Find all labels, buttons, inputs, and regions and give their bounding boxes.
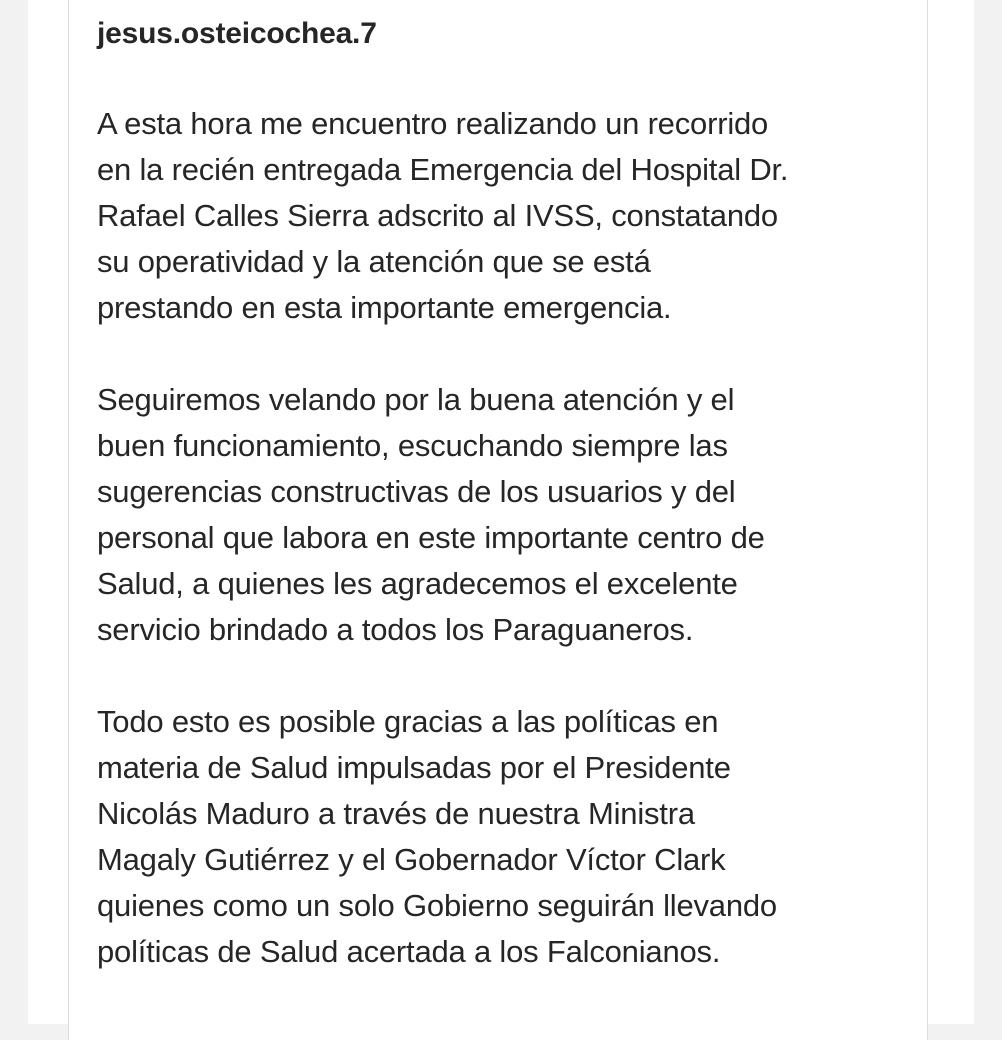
post-caption (97, 12, 917, 975)
post-caption-card (68, 0, 928, 1040)
caption-paragraph-2: Seguiremos velando por la buena atención y el buen funcionamiento, escuchando siempre las sugerencias constructivas de los usuarios y del personal que labora en este importante centro de Salud, a quienes les agradecemos el excelente servicio brindado a todos los Paraguaneros. (97, 382, 765, 647)
caption-paragraph-3: Todo esto es posible gracias a las políticas en materia de Salud impulsadas por el Presidente Nicolás Maduro a través de nuestra Ministra Magaly Gutiérrez y el Gobernador Víctor Clark quienes como un solo Gobierno seguirán llevando políticas de Salud acertada a los Falconianos. (97, 704, 777, 969)
author-username[interactable]: jesus.osteicochea.7 (97, 17, 377, 50)
caption-paragraph-1: A esta hora me encuentro realizando un recorrido en la recién entregada Emergencia del Hospital Dr. Rafael Calles Sierra adscrito al IVSS, constatando su operatividad y la atención que se está prestando en esta importante emergencia. (97, 106, 789, 325)
